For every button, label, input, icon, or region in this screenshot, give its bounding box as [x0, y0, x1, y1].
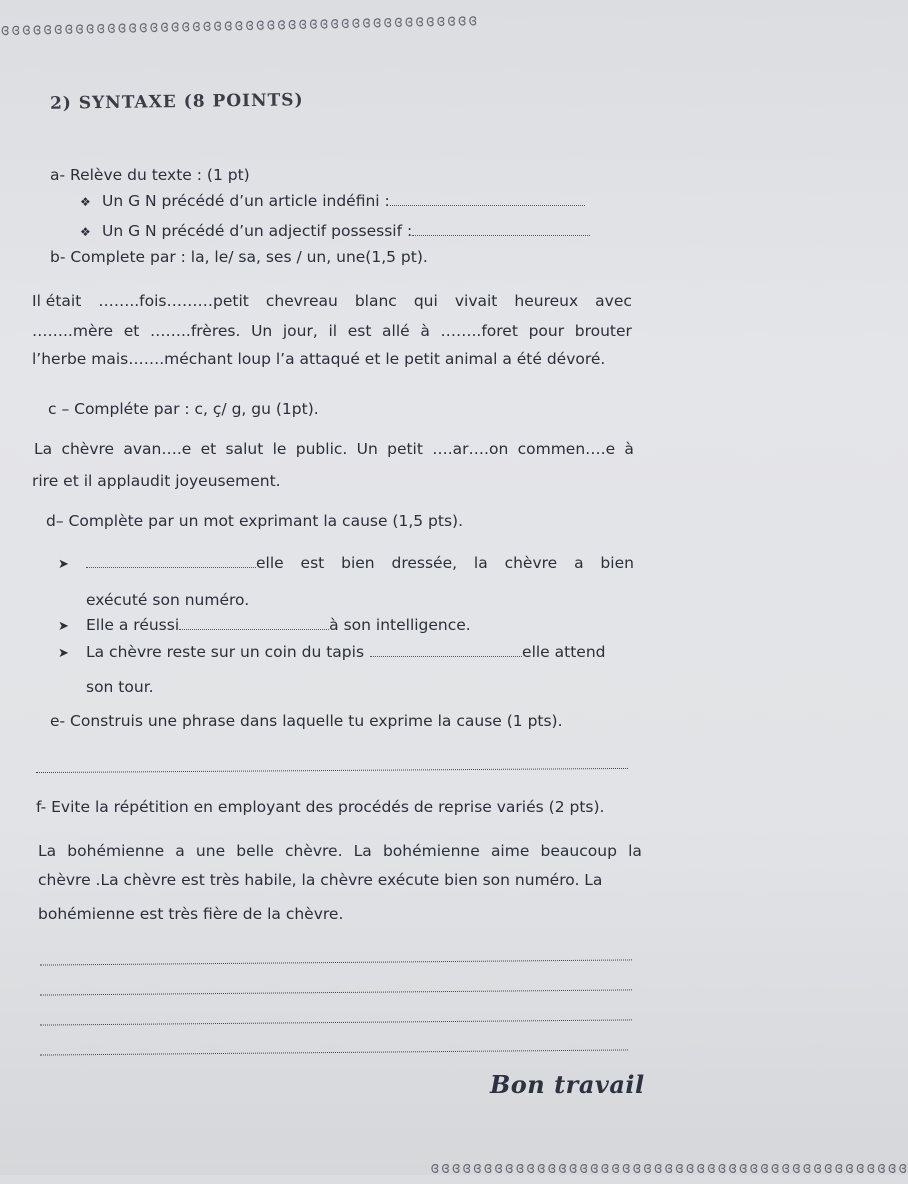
diamond-bullet-icon: ❖ [80, 225, 91, 239]
question-f-line-1: La bohémienne a une belle chèvre. La bohémienne aime beaucoup la [38, 842, 642, 860]
question-d-item-3-cont: son tour. [86, 678, 154, 696]
question-f-line-3: bohémienne est très fière de la chèvre. [38, 905, 344, 923]
question-d-item-3: ➤ La chèvre reste sur un coin du tapis elle attend [58, 643, 606, 661]
answer-line[interactable] [40, 959, 632, 965]
closing-signature: Bon travail [490, 1070, 645, 1099]
decorative-border-bottom: ɞɞɞɞɞɞɞɞɞɞɞɞɞɞɞɞɞɞɞɞɞɞɞɞɞɞɞɞɞɞɞɞɞɞɞɞɞɞɞɞɞɞɞɞɞ [430, 1158, 908, 1177]
question-b-line-1: Il était ……..fois………petit chevreau blanc qui vivait heureux avec [32, 292, 632, 310]
question-a-item-1: ❖ Un G N précédé d’un article indéfini : [80, 194, 585, 210]
question-d-item-1: ➤ elle est bien dressée, la chèvre a bien [58, 554, 634, 572]
question-e-label: e- Construis une phrase dans laquelle tu exprime la cause (1 pts). [50, 712, 563, 730]
question-c-line-1: La chèvre avan….e et salut le public. Un petit ….ar….on commen….e à [34, 440, 634, 458]
question-c-line-2: rire et il applaudit joyeusement. [32, 472, 281, 490]
answer-line[interactable] [40, 1019, 632, 1025]
question-b-line-2: ……..mère et ……..frères. Un jour, il est allé à ……..foret pour brouter [32, 322, 632, 340]
question-c-label: c – Compléte par : c, ç/ g, gu (1pt). [48, 400, 319, 418]
question-a-item-2: ❖ Un G N précédé d’un adjectif possessif : [80, 224, 590, 240]
question-b-line-3: l’herbe mais…….méchant loup l’a attaqué et le petit animal a été dévoré. [32, 350, 606, 368]
question-b-label: b- Complete par : la, le/ sa, ses / un, une(1,5 pt). [50, 248, 428, 266]
answer-blank[interactable] [179, 619, 329, 630]
decorative-border-top: ɞɞɞɞɞɞɞɞɞɞɞɞɞɞɞɞɞɞɞɞɞɞɞɞɞɞɞɞɞɞɞɞɞɞɞɞɞɞɞɞɞɞɞɞɞ [0, 9, 479, 39]
question-f-line-2: chèvre .La chèvre est très habile, la chèvre exécute bien son numéro. La [38, 871, 603, 889]
section-heading: 2) SYNTAXE (8 POINTS) [49, 90, 304, 114]
question-a-label: a- Relève du texte : (1 pt) [50, 166, 250, 184]
answer-blank[interactable] [390, 195, 585, 206]
answer-line[interactable] [36, 768, 628, 773]
answer-blank[interactable] [86, 557, 256, 568]
arrow-bullet-icon: ➤ [58, 557, 69, 572]
question-d-item-1-cont: exécuté son numéro. [86, 591, 250, 609]
answer-blank[interactable] [412, 225, 590, 236]
arrow-bullet-icon: ➤ [58, 619, 69, 634]
arrow-bullet-icon: ➤ [58, 646, 69, 661]
question-d-item-2: ➤ Elle a réussi à son intelligence. [58, 616, 471, 634]
question-d-label: d– Complète par un mot exprimant la cause (1,5 pts). [46, 512, 464, 530]
answer-line[interactable] [40, 1049, 628, 1055]
question-f-label: f- Evite la répétition en employant des procédés de reprise variés (2 pts). [36, 798, 605, 816]
answer-blank[interactable] [370, 646, 522, 657]
diamond-bullet-icon: ❖ [80, 195, 91, 209]
answer-line[interactable] [40, 989, 632, 995]
